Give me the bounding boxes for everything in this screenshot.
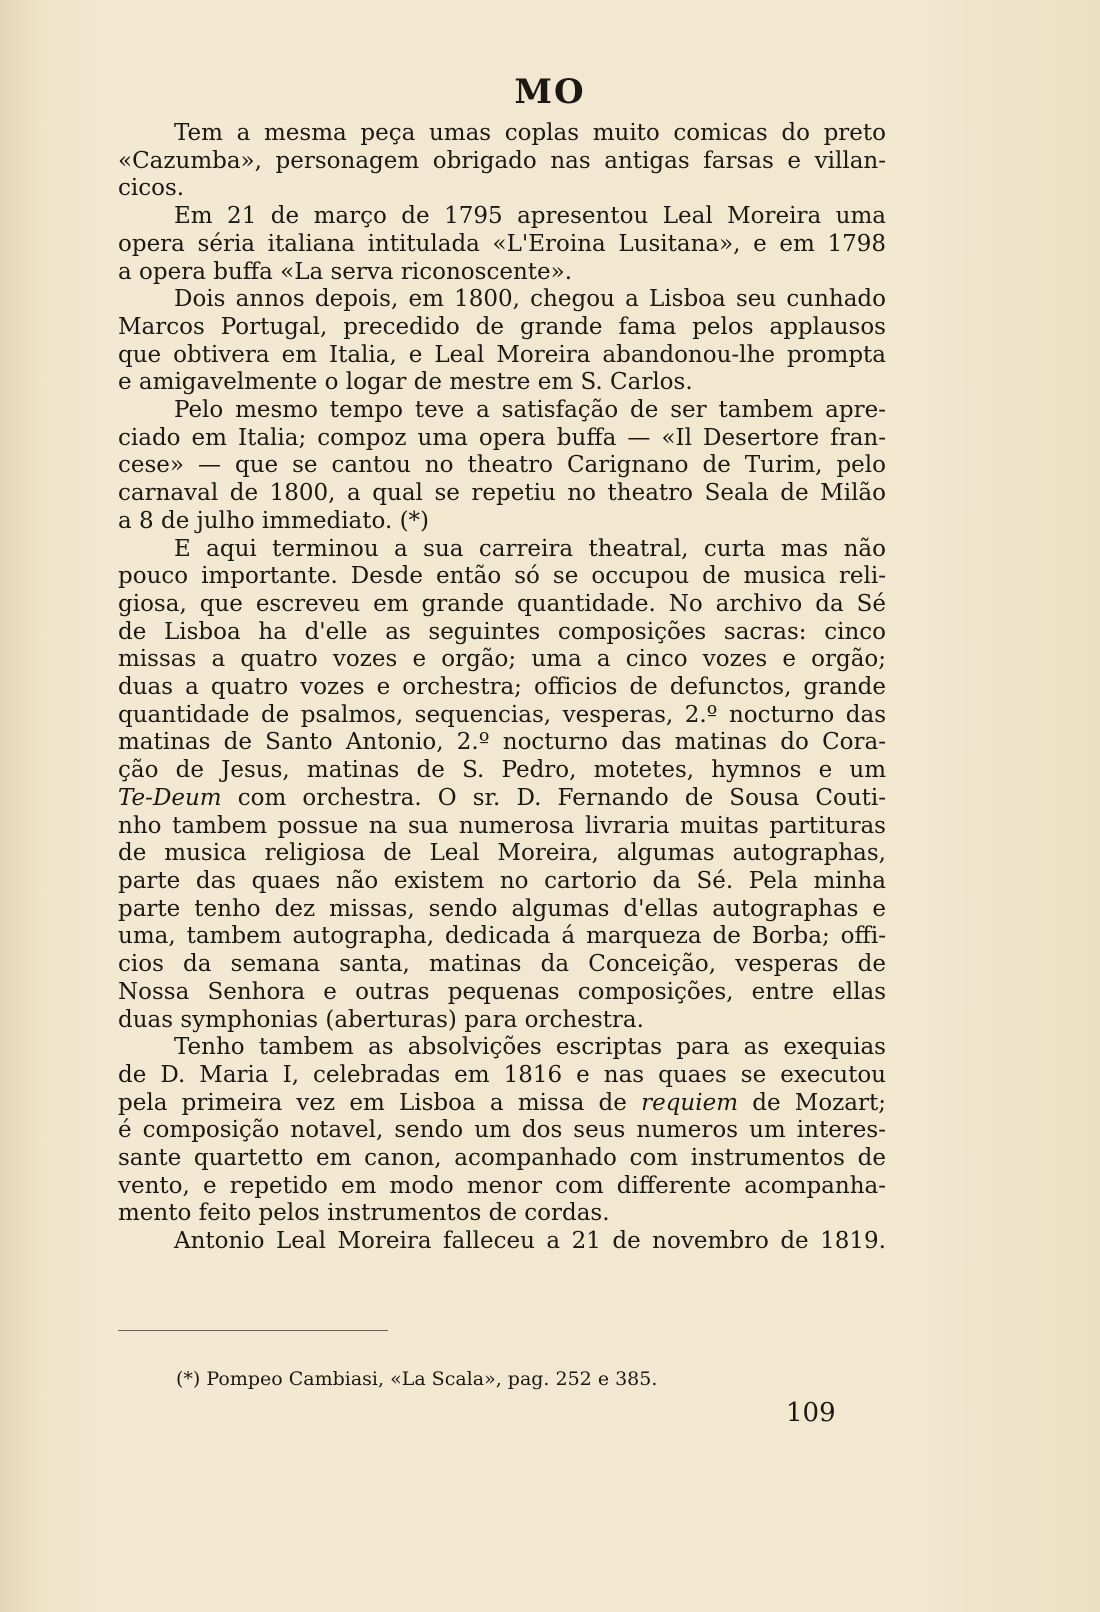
text-line: de musica religiosa de Leal Moreira, algumas autographas, (118, 840, 886, 867)
text-line: Em 21 de março de 1795 apresentou Leal Moreira uma (174, 203, 886, 230)
text-line: parte das quaes não existem no cartorio da Sé. Pela minha (118, 867, 886, 894)
text-line: duas a quatro vozes e orchestra; officios de defunctos, grande (118, 674, 886, 701)
text-line: de Lisboa ha d'elle as seguintes composições sacras: cinco (118, 618, 886, 645)
text-line: Pelo mesmo tempo teve a satisfação de ser tambem apre- (174, 397, 886, 424)
text-line: Marcos Portugal, precedido de grande fama pelos applausos (118, 313, 886, 340)
text-line: e amigavelmente o logar de mestre em S. Carlos. (118, 369, 693, 396)
text-line: cicos. (118, 175, 185, 202)
text-line: Dois annos depois, em 1800, chegou a Lisboa seu cunhado (174, 286, 886, 313)
body-text (118, 120, 886, 1256)
text-line: Nossa Senhora e outras pequenas composições, entre ellas (118, 978, 886, 1005)
text-line: parte tenho dez missas, sendo algumas d'ellas autographas e (118, 895, 886, 922)
text-line (118, 785, 886, 813)
text-line: mento feito pelos instrumentos de cordas. (118, 1200, 610, 1227)
text-line: duas symphonias (aberturas) para orchestra. (118, 1006, 644, 1033)
text-line: E aqui terminou a sua carreira theatral, curta mas não (174, 535, 886, 562)
text-line: sante quartetto em canon, acompanhado com instrumentos de (118, 1145, 886, 1172)
text-segment: pela primeira vez em Lisboa a missa de (118, 1089, 642, 1116)
text-line: que obtivera em Italia, e Leal Moreira abandonou-lhe prompta (118, 341, 886, 368)
footnote: (*) Pompeo Cambiasi, «La Scala», pag. 252 e 385. (176, 1368, 658, 1390)
text-line: uma, tambem autographa, dedicada á marqueza de Borba; offi- (118, 923, 886, 950)
italic-term: Te-Deum (118, 784, 222, 811)
text-line: quantidade de psalmos, sequencias, vesperas, 2.º nocturno das (118, 701, 886, 728)
text-line: ciado em Italia; compoz uma opera buffa — «Il Desertore fran- (118, 424, 886, 451)
text-line: Tem a mesma peça umas coplas muito comicas do preto (174, 120, 886, 146)
text-line: Tenho tambem as absolvições escriptas para as exequias (174, 1034, 886, 1061)
text-line: a 8 de julho immediato. (*) (118, 507, 430, 534)
text-segment: com orchestra. O sr. D. Fernando de Sousa Couti- (221, 784, 886, 811)
italic-term: requiem (641, 1089, 739, 1116)
page-number: 109 (786, 1398, 836, 1428)
text-line: matinas de Santo Antonio, 2.º nocturno das matinas do Cora- (118, 729, 886, 756)
text-line: nho tambem possue na sua numerosa livraria muitas partituras (118, 812, 886, 839)
text-line: opera séria italiana intitulada «L'Eroina Lusitana», e em 1798 (118, 230, 886, 257)
text-line: carnaval de 1800, a qual se repetiu no theatro Seala de Milão (118, 480, 886, 507)
text-line: cios da semana santa, matinas da Conceição, vesperas de (118, 951, 886, 978)
footnote-rule (118, 1330, 388, 1331)
text-segment: de Mozart; (738, 1089, 886, 1116)
text-line: Antonio Leal Moreira falleceu a 21 de novembro de 1819. (174, 1228, 886, 1255)
text-line: ção de Jesus, matinas de S. Pedro, motetes, hymnos e um (118, 757, 886, 784)
text-line: cese» — que se cantou no theatro Carignano de Turim, pelo (118, 452, 886, 479)
text-line: de D. Maria I, celebradas em 1816 e nas quaes se executou (118, 1061, 886, 1088)
text-line: missas a quatro vozes e orgão; uma a cinco vozes e orgão; (118, 646, 886, 673)
text-line (118, 1090, 886, 1118)
text-line: «Cazumba», personagem obrigado nas antigas farsas e villan- (118, 147, 886, 174)
text-line: pouco importante. Desde então só se occupou de musica reli- (118, 563, 886, 590)
text-line: giosa, que escreveu em grande quantidade. No archivo da Sé (118, 590, 886, 617)
text-line: vento, e repetido em modo menor com differente acompanha- (118, 1172, 886, 1199)
text-line: é composição notavel, sendo um dos seus numeros um interes- (118, 1117, 886, 1144)
running-header: MO (514, 72, 586, 112)
text-line: a opera buffa «La serva riconoscente». (118, 258, 573, 285)
